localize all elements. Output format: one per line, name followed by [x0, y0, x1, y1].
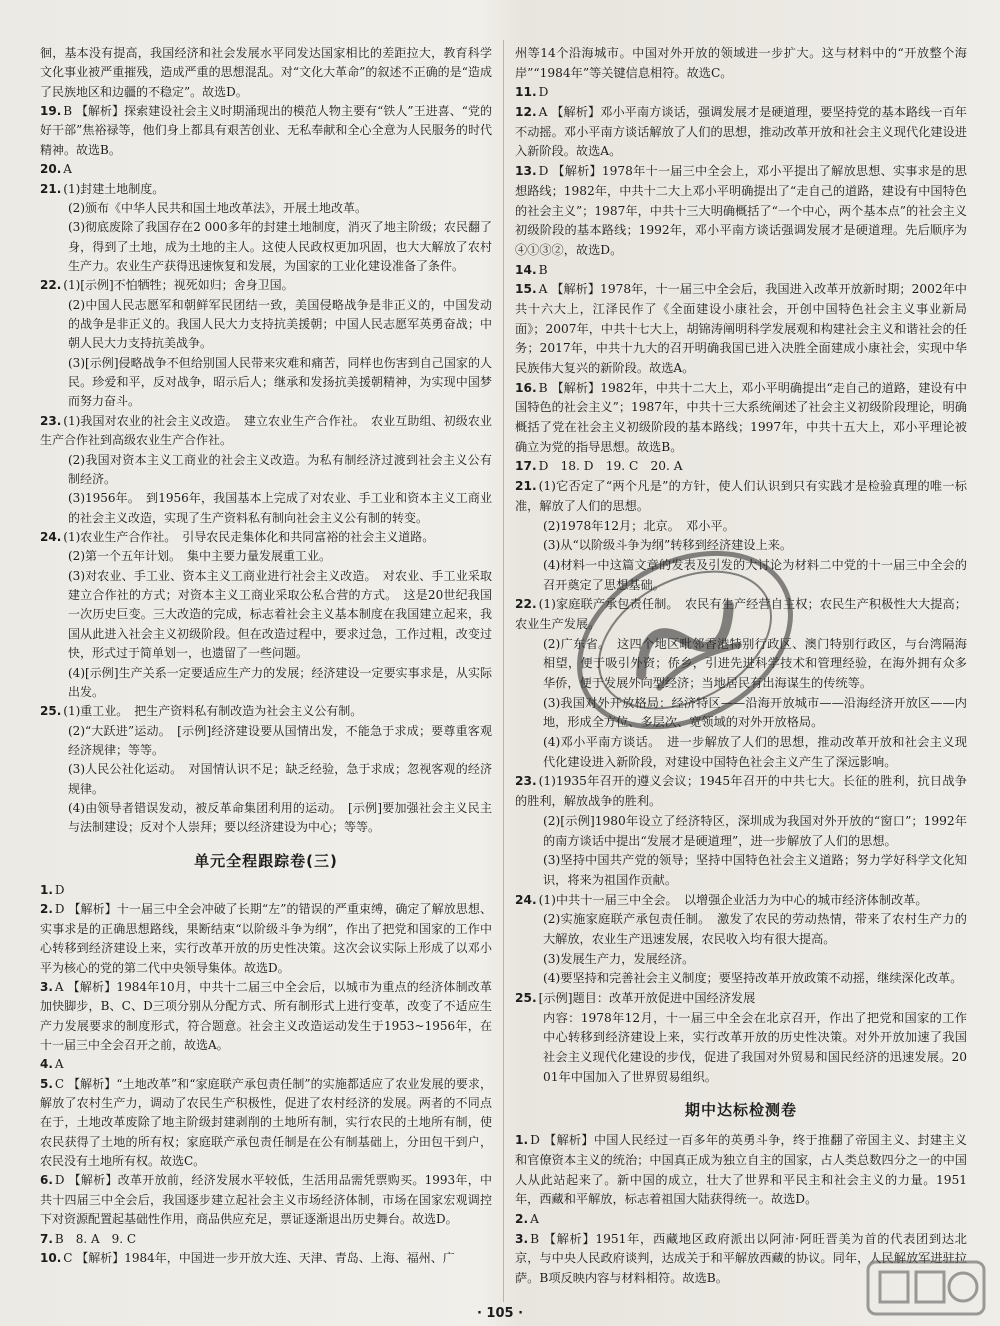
answer-item: [515, 772, 967, 811]
answer-number: 3.: [515, 1231, 529, 1246]
answer-number: 13.: [515, 164, 537, 179]
answer-item: [40, 180, 492, 199]
answer-subpart: (2)颁布《中华人民共和国土地改革法》，开展土地改革。: [68, 200, 368, 215]
answer-text: A 【解析】邓小平南方谈话，强调发展才是硬道理，要坚持党的基本路线一百年不动摇。邓小平南方谈话解放了人们的思想，推动改革开放和社会主义现代化建设进入新阶段。故选A。: [515, 105, 967, 159]
answer-text: (1)它否定了“两个凡是”的方针，使人们认识到只有实践才是检验真理的唯一标准，解放了人们的思想。: [515, 479, 967, 513]
answer-text: A: [54, 1057, 64, 1072]
answer-text: (1)1935年召开的遵义会议；1945年召开的中共七大。长征的胜利，抗日战争的胜利，解放战争的胜利。: [515, 774, 967, 809]
answer-number: 16.: [515, 380, 537, 395]
answer-subpart: (4)[示例]生产关系一定要适应生产力的发展；经济建设一定要实事求是，从实际出发。: [68, 665, 492, 699]
answer-text: D: [538, 85, 549, 100]
answer-subpart: (4)邓小平南方谈话。 进一步解放了人们的思想，推动改革开放和社会主义现代化建设进入新阶段，对建设中国特色社会主义产生了深远影响。: [543, 735, 967, 769]
answer-subpart: (2)我国对资本主义工商业的社会主义改造。为私有制经济过渡到社会主义公有制经济。: [68, 452, 492, 486]
answer-text: A: [530, 1211, 539, 1226]
answer-text: D 【解析】1978年十一届三中全会上，邓小平提出了解放思想、实事求是的思想路线；1982年，中共十二大上邓小平明确提出了“走自己的道路，建设有中国特色的社会主义”；1987年，中共十三大明确概括了“一个中心，两个基本点”的社会主义初级阶段的基本路线；1992年，邓小平南方谈话强调发展才是硬道理。先后顺序为④①③②，故选D。: [515, 164, 967, 257]
answer-number: 12.: [515, 105, 537, 120]
answer-text: D 18. D 19. C 20. A: [538, 459, 683, 474]
answer-number: 7.: [40, 1231, 53, 1246]
answer-number: 24.: [515, 892, 537, 907]
answer-subpart: 内容：1978年12月，十一届三中全会在北京召开，作出了把党和国家的工作中心转移到经济建设上来，实行改革开放的历史性决策。对外开放加速了我国社会主义现代化建设的步伐，促进了我国对外贸易和国民经济的迅速发展。2001年中国加入了世界贸易组织。: [543, 1010, 967, 1084]
answer-item: [40, 1171, 492, 1229]
section-title: 期中达标检测卷: [684, 1101, 797, 1120]
answer-number: 21.: [40, 181, 62, 196]
answer-number: 17.: [515, 459, 537, 474]
left-column: [40, 44, 492, 1268]
answer-text: [示例]题目：改革开放促进中国经济发展: [538, 991, 756, 1005]
answer-number: 24.: [40, 529, 62, 544]
answer-number: 14.: [515, 262, 537, 277]
answer-number: 23.: [40, 413, 62, 428]
continued-text: 徊，基本没有提高，我国经济和社会发展水平同发达国家相比的差距拉大，教育科学文化事业被严重摧残，造成严重的思想混乱。对“文化大革命”的叙述不正确的是“造成了民族地区和边疆的不稳定”。故选D。: [40, 46, 492, 99]
answer-number: 4.: [40, 1057, 53, 1072]
answer-subpart: (3)发展生产力，发展经济。: [543, 951, 695, 966]
answer-item: [40, 160, 492, 179]
answer-subpart: (2)广东省。 这四个地区毗邻香港特别行政区、澳门特别行政区，与台湾隔海相望，便于吸引外资；侨乡，引进先进科学技术和管理经验，在海外拥有众多华侨，便于发展外向型经济；当地居民有出海谋生的传统等。: [543, 636, 967, 690]
answer-text: A 【解析】1978年，十一届三中全会后，我国进入改革开放新时期；2002年中共十六大上，江泽民作了《全面建设小康社会，开创中国特色社会主义事业新局面》；2007年，中共十七大上，胡锦涛阐明科学发展观和构建社会主义和谐社会的任务；2017年，中共十九大的召开明确我国已进入决胜全面建成小康社会，实现中华民族伟大复兴的新阶段。故选A。: [515, 282, 967, 375]
answer-item: [40, 412, 492, 451]
answer-number: 1.: [40, 883, 53, 898]
answer-number: 25.: [40, 704, 62, 719]
answer-item: [40, 881, 492, 900]
answer-text: A: [63, 162, 72, 177]
answer-number: 22.: [40, 278, 62, 293]
answer-number: 22.: [515, 597, 537, 612]
answer-item: [515, 891, 967, 911]
answer-text: D 【解析】改革开放前，经济发展水平较低，生活用品需凭票购买。1993年，中共十四届三中全会后，我国逐步建立起社会主义市场经济体制，市场在国家宏观调控下对资源配置起基础性作用，商品供应充足，票证逐渐退出历史舞台。故选D。: [40, 1173, 492, 1227]
answer-text: (1)重工业。 把生产资料私有制改造为社会主义公有制。: [63, 704, 363, 719]
answer-item: [515, 261, 967, 281]
answer-subpart: (3)人民公社化运动。 对国情认识不足；缺乏经验，急于求成；忽视客观的经济规律。: [68, 762, 492, 796]
answer-item: [40, 276, 492, 295]
answer-text: A 【解析】1984年10月，中共十二届三中全会后，以城市为重点的经济体制改革加快脚步，B、C、D三项分别从分配方式、所有制形式上进行变革，改变了不适应生产力发展要求的制度形式，符合题意。社会主义改造运动发生于1953~1956年，在十一届三中全会召开之前，故选A。: [40, 979, 492, 1052]
answer-number: 10.: [40, 1250, 62, 1265]
answer-number: 6.: [40, 1173, 53, 1188]
answer-item: [515, 103, 967, 162]
answer-text: B 【解析】1982年，中共十二大上，邓小平明确提出“走自己的道路，建设有中国特色的社会主义”；1987年，中共十三大系统阐述了社会主义初级阶段理论，明确概括了党在社会主义初级阶段的基本路线；1997年，中共十五大上，邓小平理论被确立为党的指导思想。故选B。: [515, 380, 967, 454]
answer-item: [515, 1210, 967, 1230]
answer-text: B 8. A 9. C: [54, 1231, 137, 1246]
answer-text: D: [54, 883, 65, 898]
answer-item: [515, 457, 967, 477]
answer-number: 20.: [40, 162, 62, 177]
answer-subpart: (4)材料一中这篇文章的发表及引发的大讨论为材料二中党的十一届三中全会的召开奠定了思想基础。: [543, 557, 967, 592]
answer-subpart: (2)“大跃进”运动。 [示例]经济建设要从国情出发，不能急于求成；要尊重客观经济规律；等等。: [68, 723, 492, 757]
answer-subpart: (3)彻底废除了我国存在2 000多年的封建土地制度，消灭了地主阶级；农民翻了身，得到了土地，成为土地的主人。这使人民政权更加巩固，也大大解放了农村生产力。农业生产获得迅速恢复和发展，为国家的工业化建设准备了条件。: [68, 220, 492, 273]
answer-number: 21.: [515, 479, 537, 494]
column-divider: [503, 40, 504, 1302]
answer-item: [40, 102, 492, 160]
answer-number: 1.: [515, 1133, 529, 1148]
answer-number: 2.: [40, 902, 53, 917]
answer-subpart: (3)坚持中国共产党的领导；坚持中国特色社会主义道路；努力学好科学文化知识，将来为祖国作贡献。: [543, 853, 967, 887]
answer-item: [40, 1055, 492, 1074]
answer-text: C 【解析】“土地改革”和“家庭联产承包责任制”的实施都适应了农业发展的要求，解放了农村生产力，调动了农民生产积极性，促进了农村经济的发展。两者的不同点在于，土地改革废除了地主阶级封建剥削的土地所有制，实行农民的土地所有制，使农民获得了土地的所有权；家庭联产承包责任制是在公有制基础上，分田包干到户，农民没有土地所有权。故选C。: [40, 1076, 492, 1169]
answer-subpart: (3)从“以阶级斗争为纲”转移到经济建设上来。: [543, 538, 793, 553]
answer-item: [40, 1249, 492, 1268]
answer-item: [40, 1230, 492, 1249]
answer-item: [40, 528, 492, 547]
answer-number: 23.: [515, 774, 537, 789]
continued-text: 州等14个沿海城市。中国对外开放的领域进一步扩大。这与材料中的“开放整个海岸”“1984年”等关键信息相符。故选C。: [515, 46, 967, 80]
answer-text: B 【解析】1951年，西藏地区政府派出以阿沛·阿旺晋美为首的代表团到达北京，与中央人民政府谈判，达成关于和平解放西藏的协议。同年，人民解放军进驻拉萨。B项反映内容与材料相符。故选B。: [515, 1231, 967, 1285]
answer-text: (1)封建土地制度。: [63, 181, 165, 196]
answer-subpart: (2)1978年12月；北京。 邓小平。: [543, 518, 735, 533]
answer-subpart: (2)中国人民志愿军和朝鲜军民团结一致，美国侵略战争是非正义的，中国发动的战争是非正义的。我国人民大力支持抗美援朝；中国人民志愿军英勇奋战；中朝人民大力支持抗美战争。: [68, 297, 492, 351]
answer-subpart: (3)[示例]侵略战争不但给别国人民带来灾难和痛苦，同样也伤害到自己国家的人民。珍爱和平，反对战争，昭示后人；继承和发扬抗美援朝精神，为实现中国梦而努力奋斗。: [68, 355, 492, 409]
answer-subpart: (4)要坚持和完善社会主义制度；要坚持改革开放政策不动摇，继续深化改革。: [543, 971, 963, 986]
answer-text: (1)[示例]不怕牺牲；视死如归；舍身卫国。: [63, 278, 294, 293]
answer-item: [40, 1075, 492, 1172]
answer-subpart: (3)对农业、手工业、资本主义工商业进行社会主义改造。 对农业、手工业采取建立合作社的方式；对资本主义工商业采取公私合营的方式。 这是20世纪我国一次历史巨变。三大改造的完成，标志着社会主义基本制度在我国建立起来，我国从此进入社会主义初级阶段。但在改造过程中，要求过急，工作过粗，改变过快，形式过于简单划一，也遗留了一些问题。: [68, 568, 492, 661]
answer-text: B: [538, 262, 548, 277]
answer-text: D 【解析】中国人民经过一百多年的英勇斗争，终于推翻了帝国主义、封建主义和官僚资本主义的统治；中国真正成为独立自主的国家，占人类总数四分之一的中国人从此站起来了。新中国的成立，壮大了世界和平民主和社会主义的力量。1951年，西藏和平解放，标志着祖国大陆获得统一。故选D。: [515, 1133, 967, 1207]
answer-text: (1)家庭联产承包责任制。 农民有生产经营自主权；农民生产积极性大大提高；农业生产发展。: [515, 597, 967, 631]
answer-subpart: (2)第一个五年计划。 集中主要力量发展重工业。: [68, 549, 331, 564]
answer-item: [40, 900, 492, 977]
answer-number: 3.: [40, 979, 53, 994]
answer-number: 25.: [515, 991, 537, 1005]
answer-item: [515, 989, 967, 1009]
page-number: · 105 ·: [476, 1306, 524, 1321]
answer-subpart: (3)1956年。 到1956年，我国基本上完成了对农业、手工业和资本主义工商业的社会主义改造，实现了生产资料私有制向社会主义公有制的转变。: [68, 491, 492, 525]
answer-text: (1)中共十一届三中全会。 以增强企业活力为中心的城市经济体制改革。: [538, 892, 928, 907]
answer-subpart: (4)由领导者错误发动，被反革命集团利用的运动。 [示例]要加强社会主义民主与法制建设；反对个人崇拜；要以经济建设为中心；等等。: [68, 801, 492, 835]
answer-text: (1)我国对农业的社会主义改造。 建立农业生产合作社。 农业互助组、初级农业生产合作社到高级农业生产合作社。: [40, 413, 492, 448]
answer-number: 2.: [515, 1211, 529, 1226]
answer-item: [515, 1131, 967, 1210]
answer-number: 5.: [40, 1076, 53, 1091]
answer-number: 19.: [40, 104, 62, 119]
answer-subpart: (3)我国对外开放格局：经济特区——沿海开放城市——沿海经济开放区——内地，形成全方位、多层次、宽领域的对外开放格局。: [543, 695, 967, 730]
answer-item: [515, 83, 967, 103]
answer-text: D 【解析】十一届三中全会冲破了长期“左”的错误的严重束缚，确定了解放思想、实事求是的正确思想路线，果断结束“以阶级斗争为纲”，作出了把党和国家的工作中心转移到经济建设上来，实行改革开放的历史性决策。这次会议实际上形成了以邓小平为核心的党的第二代中央领导集体。故选D。: [40, 902, 492, 975]
answer-item: [40, 978, 492, 1055]
answer-item: [515, 280, 967, 378]
answer-subpart: (2)实施家庭联产承包责任制。 激发了农民的劳动热情，带来了农村生产力的大解放，农业生产迅速发展，农民收入均有很大提高。: [543, 912, 967, 946]
answer-item: [515, 379, 967, 458]
answer-item: [515, 162, 967, 260]
answer-text: B 【解析】探索建设社会主义时期涌现出的模范人物主要有“铁人”王进喜、“党的好干部”焦裕禄等，他们身上都具有艰苦创业、无私奉献和全心全意为人民服务的时代精神。故选B。: [40, 104, 492, 157]
answer-item: [40, 702, 492, 721]
answer-number: 11.: [515, 85, 537, 100]
answer-text: (1)农业生产合作社。 引导农民走集体化和共同富裕的社会主义道路。: [63, 529, 435, 544]
answer-subpart: (2)[示例]1980年设立了经济特区，深圳成为我国对外开放的“窗口”；1992年的南方谈话中提出“发展才是硬道理”，进一步解放了人们的思想。: [543, 813, 967, 848]
answer-text: C 【解析】1984年，中国进一步开放大连、天津、青岛、上海、福州、广: [63, 1250, 455, 1265]
section-title: 单元全程跟踪卷(三): [194, 851, 338, 870]
answer-number: 15.: [515, 282, 537, 297]
